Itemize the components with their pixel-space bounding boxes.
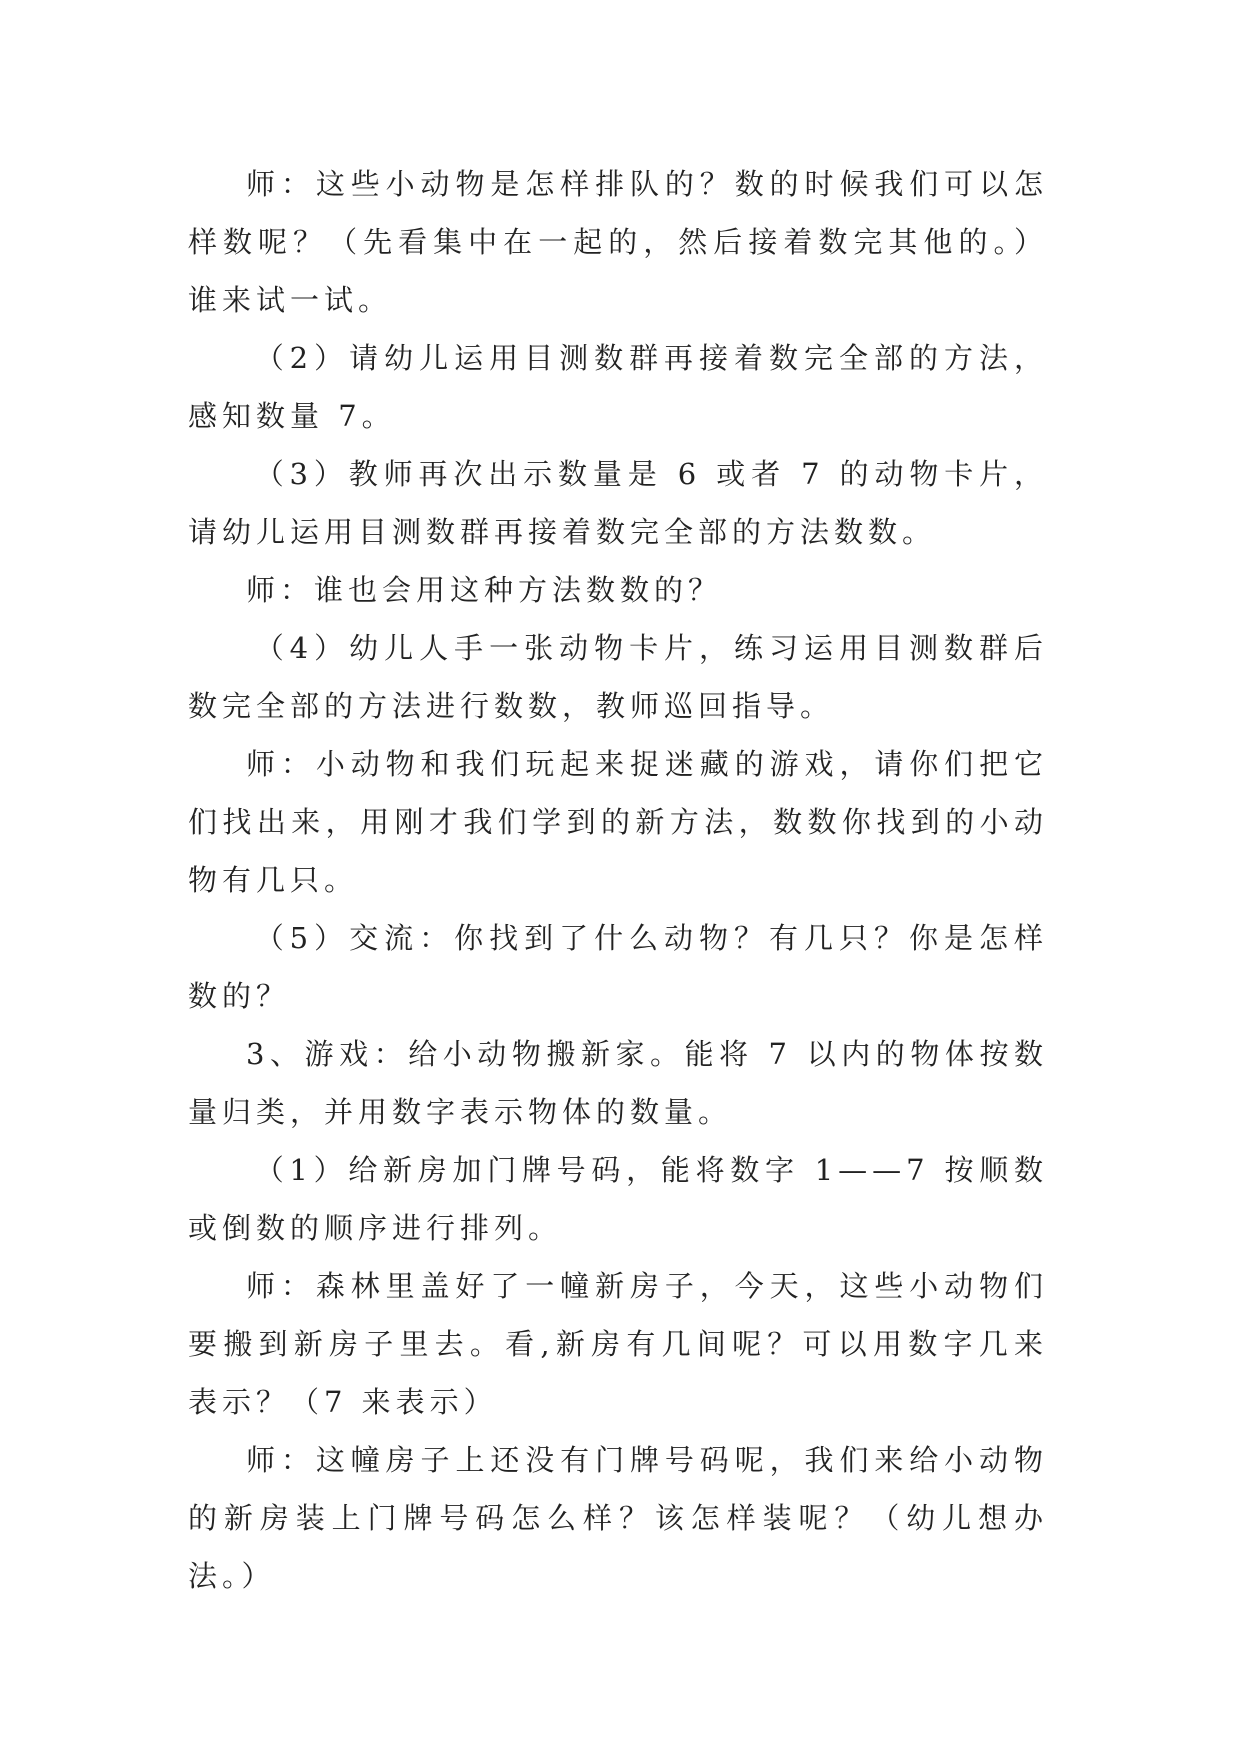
document-body — [188, 155, 1048, 1605]
paragraph-teacher-hide-and-seek: 师：小动物和我们玩起来捉迷藏的游戏，请你们把它们找出来，用刚才我们学到的新方法，数数你找到的小动物有几只。 — [188, 747, 1048, 897]
paragraph-step-5: （5）交流：你找到了什么动物？有几只？你是怎样数的？ — [188, 921, 1048, 1013]
paragraph-step-4: （4）幼儿人手一张动物卡片，练习运用目测数群后数完全部的方法进行数数，教师巡回指导。 — [188, 631, 1048, 723]
paragraph-teacher-question-counting: 师：这些小动物是怎样排队的？数的时候我们可以怎样数呢？（先看集中在一起的，然后接着数完其他的。）谁来试一试。 — [188, 167, 1048, 317]
paragraph-section-3-game: 3、游戏：给小动物搬新家。能将 7 以内的物体按数量归类，并用数字表示物体的数量。 — [188, 1037, 1048, 1129]
paragraph-teacher-who-can: 师：谁也会用这种方法数数的？ — [246, 573, 723, 607]
paragraph-teacher-door-numbers: 师：这幢房子上还没有门牌号码呢，我们来给小动物的新房装上门牌号码怎么样？该怎样装呢？（幼儿想办法。） — [188, 1443, 1048, 1593]
paragraph-step-2: （2）请幼儿运用目测数群再接着数完全部的方法，感知数量 7。 — [188, 341, 1048, 433]
paragraph-teacher-new-house: 师：森林里盖好了一幢新房子，今天，这些小动物们要搬到新房子里去。看,新房有几间呢？可以用数字几来表示？（7 来表示） — [188, 1269, 1048, 1419]
paragraph-game-step-1: （1）给新房加门牌号码，能将数字 1——7 按顺数或倒数的顺序进行排列。 — [188, 1153, 1048, 1245]
paragraph-step-3: （3）教师再次出示数量是 6 或者 7 的动物卡片，请幼儿运用目测数群再接着数完全部的方法数数。 — [188, 457, 1048, 549]
